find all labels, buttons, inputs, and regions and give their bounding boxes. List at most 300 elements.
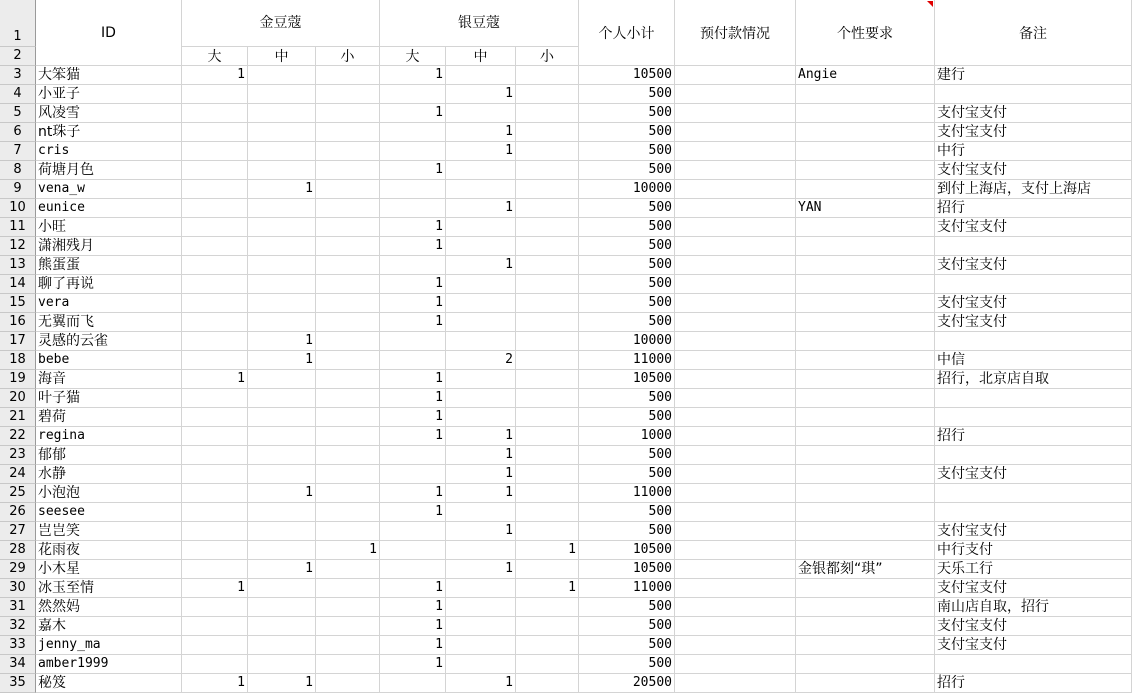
silver-large-cell[interactable] xyxy=(380,85,446,104)
id-cell[interactable]: 碧荷 xyxy=(36,408,182,427)
silver-large-cell[interactable]: 1 xyxy=(380,655,446,674)
gold-small-cell[interactable] xyxy=(316,199,380,218)
silver-large-cell[interactable]: 1 xyxy=(380,579,446,598)
id-cell[interactable]: 小泡泡 xyxy=(36,484,182,503)
prepay-cell[interactable] xyxy=(675,541,796,560)
id-cell[interactable]: vena_w xyxy=(36,180,182,199)
gold-large-cell[interactable] xyxy=(182,541,248,560)
subtotal-cell[interactable]: 10000 xyxy=(579,332,675,351)
silver-small-cell[interactable] xyxy=(516,465,579,484)
silver-medium-cell[interactable] xyxy=(446,617,516,636)
id-cell[interactable]: amber1999 xyxy=(36,655,182,674)
id-cell[interactable]: regina xyxy=(36,427,182,446)
gold-large-cell[interactable] xyxy=(182,427,248,446)
silver-small-cell[interactable] xyxy=(516,636,579,655)
silver-medium-cell[interactable] xyxy=(446,541,516,560)
gold-large-cell[interactable] xyxy=(182,294,248,313)
silver-large-cell[interactable]: 1 xyxy=(380,237,446,256)
gold-medium-cell[interactable]: 1 xyxy=(248,332,316,351)
note-cell[interactable] xyxy=(935,389,1132,408)
gold-medium-cell[interactable] xyxy=(248,522,316,541)
gold-medium-cell[interactable] xyxy=(248,370,316,389)
prepay-cell[interactable] xyxy=(675,199,796,218)
custom-cell[interactable]: 金银都刻“琪” xyxy=(796,560,935,579)
custom-cell[interactable] xyxy=(796,655,935,674)
note-cell[interactable]: 招行 xyxy=(935,427,1132,446)
note-cell[interactable] xyxy=(935,332,1132,351)
silver-large-cell[interactable] xyxy=(380,674,446,693)
gold-medium-cell[interactable]: 1 xyxy=(248,180,316,199)
custom-cell[interactable] xyxy=(796,408,935,427)
note-cell[interactable]: 支付宝支付 xyxy=(935,104,1132,123)
custom-cell[interactable] xyxy=(796,104,935,123)
gold-medium-cell[interactable] xyxy=(248,313,316,332)
gold-medium-cell[interactable] xyxy=(248,85,316,104)
silver-large-cell[interactable]: 1 xyxy=(380,484,446,503)
gold-large-cell[interactable] xyxy=(182,142,248,161)
gold-large-cell[interactable]: 1 xyxy=(182,579,248,598)
silver-small-cell[interactable] xyxy=(516,484,579,503)
silver-medium-cell[interactable] xyxy=(446,313,516,332)
note-cell[interactable] xyxy=(935,408,1132,427)
silver-medium-cell[interactable]: 1 xyxy=(446,427,516,446)
id-cell[interactable]: 无翼而飞 xyxy=(36,313,182,332)
gold-small-cell[interactable] xyxy=(316,123,380,142)
gold-large-cell[interactable] xyxy=(182,161,248,180)
subtotal-cell[interactable]: 10500 xyxy=(579,541,675,560)
gold-medium-cell[interactable]: 1 xyxy=(248,484,316,503)
gold-medium-cell[interactable]: 1 xyxy=(248,560,316,579)
id-cell[interactable]: 花雨夜 xyxy=(36,541,182,560)
subtotal-cell[interactable]: 500 xyxy=(579,85,675,104)
id-cell[interactable]: vera xyxy=(36,294,182,313)
prepay-cell[interactable] xyxy=(675,617,796,636)
custom-cell[interactable] xyxy=(796,427,935,446)
prepay-cell[interactable] xyxy=(675,104,796,123)
gold-large-cell[interactable] xyxy=(182,313,248,332)
prepay-cell[interactable] xyxy=(675,636,796,655)
silver-large-cell[interactable] xyxy=(380,332,446,351)
silver-large-cell[interactable] xyxy=(380,123,446,142)
id-cell[interactable]: 灵感的云雀 xyxy=(36,332,182,351)
gold-small-cell[interactable] xyxy=(316,161,380,180)
silver-small-cell[interactable] xyxy=(516,180,579,199)
id-cell[interactable]: 风凌雪 xyxy=(36,104,182,123)
silver-medium-cell[interactable] xyxy=(446,237,516,256)
custom-cell[interactable]: Angie xyxy=(796,66,935,85)
gold-large-cell[interactable] xyxy=(182,503,248,522)
gold-small-cell[interactable] xyxy=(316,218,380,237)
gold-large-cell[interactable] xyxy=(182,636,248,655)
note-cell[interactable]: 招行，北京店自取 xyxy=(935,370,1132,389)
silver-medium-cell[interactable]: 2 xyxy=(446,351,516,370)
gold-large-cell[interactable] xyxy=(182,484,248,503)
gold-small-cell[interactable] xyxy=(316,503,380,522)
custom-cell[interactable] xyxy=(796,503,935,522)
subtotal-cell[interactable]: 500 xyxy=(579,275,675,294)
gold-header-size-large[interactable]: 大 xyxy=(182,47,248,66)
gold-large-cell[interactable] xyxy=(182,123,248,142)
gold-small-cell[interactable] xyxy=(316,313,380,332)
silver-small-cell[interactable] xyxy=(516,104,579,123)
silver-header-size-large[interactable]: 大 xyxy=(380,47,446,66)
subtotal-cell[interactable]: 500 xyxy=(579,389,675,408)
prepay-cell[interactable] xyxy=(675,655,796,674)
custom-cell[interactable] xyxy=(796,332,935,351)
prepay-cell[interactable] xyxy=(675,237,796,256)
silver-medium-cell[interactable] xyxy=(446,598,516,617)
silver-small-cell[interactable] xyxy=(516,199,579,218)
id-cell[interactable]: 熊蛋蛋 xyxy=(36,256,182,275)
note-cell[interactable]: 支付宝支付 xyxy=(935,218,1132,237)
silver-large-cell[interactable]: 1 xyxy=(380,161,446,180)
silver-header-size-medium[interactable]: 中 xyxy=(446,47,516,66)
gold-small-cell[interactable] xyxy=(316,237,380,256)
silver-small-cell[interactable]: 1 xyxy=(516,541,579,560)
gold-medium-cell[interactable] xyxy=(248,579,316,598)
gold-small-cell[interactable] xyxy=(316,408,380,427)
silver-medium-cell[interactable]: 1 xyxy=(446,256,516,275)
gold-small-cell[interactable] xyxy=(316,427,380,446)
silver-small-cell[interactable] xyxy=(516,256,579,275)
silver-medium-cell[interactable] xyxy=(446,370,516,389)
silver-medium-cell[interactable]: 1 xyxy=(446,484,516,503)
gold-medium-cell[interactable] xyxy=(248,617,316,636)
custom-cell[interactable] xyxy=(796,351,935,370)
gold-large-cell[interactable] xyxy=(182,275,248,294)
gold-medium-cell[interactable] xyxy=(248,256,316,275)
gold-large-cell[interactable]: 1 xyxy=(182,674,248,693)
gold-small-cell[interactable] xyxy=(316,674,380,693)
gold-small-cell[interactable] xyxy=(316,332,380,351)
silver-medium-cell[interactable]: 1 xyxy=(446,522,516,541)
note-cell[interactable]: 建行 xyxy=(935,66,1132,85)
note-cell[interactable] xyxy=(935,484,1132,503)
note-cell[interactable]: 到付上海店，支付上海店 xyxy=(935,180,1132,199)
subtotal-cell[interactable]: 500 xyxy=(579,104,675,123)
silver-small-cell[interactable] xyxy=(516,142,579,161)
silver-small-cell[interactable] xyxy=(516,503,579,522)
subtotal-cell[interactable]: 10000 xyxy=(579,180,675,199)
header-note[interactable]: 备注 xyxy=(935,0,1132,66)
note-cell[interactable]: 南山店自取，招行 xyxy=(935,598,1132,617)
custom-cell[interactable] xyxy=(796,85,935,104)
custom-cell[interactable] xyxy=(796,218,935,237)
note-cell[interactable]: 支付宝支付 xyxy=(935,294,1132,313)
gold-small-cell[interactable]: 1 xyxy=(316,541,380,560)
gold-medium-cell[interactable]: 1 xyxy=(248,351,316,370)
header-prepay[interactable]: 预付款情况 xyxy=(675,0,796,66)
prepay-cell[interactable] xyxy=(675,123,796,142)
gold-medium-cell[interactable] xyxy=(248,636,316,655)
silver-small-cell[interactable] xyxy=(516,560,579,579)
id-cell[interactable]: 小木星 xyxy=(36,560,182,579)
gold-large-cell[interactable] xyxy=(182,256,248,275)
custom-cell[interactable] xyxy=(796,370,935,389)
note-cell[interactable] xyxy=(935,85,1132,104)
header-custom[interactable]: 个性要求 xyxy=(796,0,935,66)
subtotal-cell[interactable]: 500 xyxy=(579,256,675,275)
silver-large-cell[interactable]: 1 xyxy=(380,104,446,123)
id-cell[interactable]: cris xyxy=(36,142,182,161)
silver-small-cell[interactable] xyxy=(516,598,579,617)
prepay-cell[interactable] xyxy=(675,218,796,237)
subtotal-cell[interactable]: 500 xyxy=(579,636,675,655)
gold-large-cell[interactable] xyxy=(182,180,248,199)
note-cell[interactable] xyxy=(935,503,1132,522)
silver-medium-cell[interactable]: 1 xyxy=(446,446,516,465)
silver-small-cell[interactable] xyxy=(516,275,579,294)
silver-large-cell[interactable]: 1 xyxy=(380,370,446,389)
prepay-cell[interactable] xyxy=(675,598,796,617)
subtotal-cell[interactable]: 500 xyxy=(579,313,675,332)
gold-medium-cell[interactable] xyxy=(248,66,316,85)
prepay-cell[interactable] xyxy=(675,370,796,389)
silver-large-cell[interactable]: 1 xyxy=(380,408,446,427)
gold-medium-cell[interactable] xyxy=(248,199,316,218)
silver-large-cell[interactable]: 1 xyxy=(380,617,446,636)
gold-large-cell[interactable]: 1 xyxy=(182,66,248,85)
silver-large-cell[interactable] xyxy=(380,522,446,541)
gold-small-cell[interactable] xyxy=(316,617,380,636)
silver-small-cell[interactable] xyxy=(516,370,579,389)
note-cell[interactable]: 支付宝支付 xyxy=(935,123,1132,142)
silver-medium-cell[interactable] xyxy=(446,579,516,598)
silver-small-cell[interactable] xyxy=(516,161,579,180)
prepay-cell[interactable] xyxy=(675,256,796,275)
prepay-cell[interactable] xyxy=(675,66,796,85)
gold-small-cell[interactable] xyxy=(316,294,380,313)
silver-small-cell[interactable] xyxy=(516,351,579,370)
gold-large-cell[interactable] xyxy=(182,199,248,218)
prepay-cell[interactable] xyxy=(675,85,796,104)
prepay-cell[interactable] xyxy=(675,142,796,161)
silver-medium-cell[interactable] xyxy=(446,332,516,351)
subtotal-cell[interactable]: 500 xyxy=(579,294,675,313)
gold-medium-cell[interactable]: 1 xyxy=(248,674,316,693)
gold-header-size-small[interactable]: 小 xyxy=(316,47,380,66)
silver-small-cell[interactable] xyxy=(516,294,579,313)
silver-large-cell[interactable] xyxy=(380,142,446,161)
subtotal-cell[interactable]: 500 xyxy=(579,408,675,427)
subtotal-cell[interactable]: 500 xyxy=(579,218,675,237)
gold-small-cell[interactable] xyxy=(316,598,380,617)
silver-medium-cell[interactable] xyxy=(446,389,516,408)
custom-cell[interactable] xyxy=(796,142,935,161)
silver-large-cell[interactable]: 1 xyxy=(380,503,446,522)
id-cell[interactable]: jenny_ma xyxy=(36,636,182,655)
subtotal-cell[interactable]: 500 xyxy=(579,142,675,161)
gold-medium-cell[interactable] xyxy=(248,218,316,237)
gold-large-cell[interactable] xyxy=(182,351,248,370)
subtotal-cell[interactable]: 11000 xyxy=(579,484,675,503)
id-cell[interactable]: 聊了再说 xyxy=(36,275,182,294)
silver-small-cell[interactable] xyxy=(516,332,579,351)
gold-medium-cell[interactable] xyxy=(248,104,316,123)
subtotal-cell[interactable]: 500 xyxy=(579,503,675,522)
silver-large-cell[interactable] xyxy=(380,199,446,218)
subtotal-cell[interactable]: 1000 xyxy=(579,427,675,446)
silver-medium-cell[interactable]: 1 xyxy=(446,199,516,218)
custom-cell[interactable] xyxy=(796,275,935,294)
silver-small-cell[interactable] xyxy=(516,617,579,636)
subtotal-cell[interactable]: 500 xyxy=(579,522,675,541)
id-cell[interactable]: 郁郁 xyxy=(36,446,182,465)
note-cell[interactable]: 天乐工行 xyxy=(935,560,1132,579)
subtotal-cell[interactable]: 11000 xyxy=(579,351,675,370)
subtotal-cell[interactable]: 500 xyxy=(579,446,675,465)
silver-large-cell[interactable]: 1 xyxy=(380,598,446,617)
id-cell[interactable]: 岂岂笑 xyxy=(36,522,182,541)
prepay-cell[interactable] xyxy=(675,408,796,427)
custom-cell[interactable] xyxy=(796,294,935,313)
silver-small-cell[interactable] xyxy=(516,655,579,674)
note-cell[interactable]: 支付宝支付 xyxy=(935,465,1132,484)
silver-medium-cell[interactable] xyxy=(446,218,516,237)
silver-small-cell[interactable] xyxy=(516,408,579,427)
note-cell[interactable] xyxy=(935,655,1132,674)
silver-small-cell[interactable] xyxy=(516,522,579,541)
subtotal-cell[interactable]: 500 xyxy=(579,199,675,218)
prepay-cell[interactable] xyxy=(675,427,796,446)
gold-medium-cell[interactable] xyxy=(248,161,316,180)
header-gold[interactable]: 金豆蔻 xyxy=(182,0,380,47)
id-cell[interactable]: 大笨猫 xyxy=(36,66,182,85)
gold-small-cell[interactable] xyxy=(316,636,380,655)
gold-small-cell[interactable] xyxy=(316,142,380,161)
custom-cell[interactable] xyxy=(796,123,935,142)
silver-medium-cell[interactable] xyxy=(446,161,516,180)
gold-large-cell[interactable] xyxy=(182,408,248,427)
silver-medium-cell[interactable] xyxy=(446,408,516,427)
custom-cell[interactable] xyxy=(796,541,935,560)
note-cell[interactable]: 招行 xyxy=(935,674,1132,693)
silver-large-cell[interactable] xyxy=(380,560,446,579)
silver-small-cell[interactable] xyxy=(516,66,579,85)
prepay-cell[interactable] xyxy=(675,313,796,332)
custom-cell[interactable] xyxy=(796,617,935,636)
note-cell[interactable]: 支付宝支付 xyxy=(935,617,1132,636)
prepay-cell[interactable] xyxy=(675,180,796,199)
silver-large-cell[interactable] xyxy=(380,446,446,465)
subtotal-cell[interactable]: 500 xyxy=(579,237,675,256)
gold-medium-cell[interactable] xyxy=(248,465,316,484)
gold-small-cell[interactable] xyxy=(316,104,380,123)
gold-small-cell[interactable] xyxy=(316,446,380,465)
custom-cell[interactable] xyxy=(796,465,935,484)
silver-large-cell[interactable] xyxy=(380,351,446,370)
silver-large-cell[interactable]: 1 xyxy=(380,218,446,237)
silver-large-cell[interactable] xyxy=(380,541,446,560)
silver-small-cell[interactable] xyxy=(516,218,579,237)
gold-small-cell[interactable] xyxy=(316,655,380,674)
silver-medium-cell[interactable]: 1 xyxy=(446,465,516,484)
subtotal-cell[interactable]: 10500 xyxy=(579,370,675,389)
gold-large-cell[interactable]: 1 xyxy=(182,370,248,389)
note-cell[interactable]: 中信 xyxy=(935,351,1132,370)
gold-large-cell[interactable] xyxy=(182,560,248,579)
subtotal-cell[interactable]: 20500 xyxy=(579,674,675,693)
prepay-cell[interactable] xyxy=(675,351,796,370)
custom-cell[interactable] xyxy=(796,522,935,541)
custom-cell[interactable] xyxy=(796,484,935,503)
note-cell[interactable] xyxy=(935,237,1132,256)
gold-large-cell[interactable] xyxy=(182,332,248,351)
gold-medium-cell[interactable] xyxy=(248,389,316,408)
subtotal-cell[interactable]: 500 xyxy=(579,465,675,484)
gold-small-cell[interactable] xyxy=(316,522,380,541)
prepay-cell[interactable] xyxy=(675,522,796,541)
custom-cell[interactable] xyxy=(796,256,935,275)
silver-medium-cell[interactable]: 1 xyxy=(446,85,516,104)
note-cell[interactable]: 招行 xyxy=(935,199,1132,218)
gold-medium-cell[interactable] xyxy=(248,655,316,674)
prepay-cell[interactable] xyxy=(675,579,796,598)
gold-large-cell[interactable] xyxy=(182,465,248,484)
gold-medium-cell[interactable] xyxy=(248,142,316,161)
gold-large-cell[interactable] xyxy=(182,218,248,237)
prepay-cell[interactable] xyxy=(675,446,796,465)
gold-small-cell[interactable] xyxy=(316,370,380,389)
gold-large-cell[interactable] xyxy=(182,389,248,408)
note-cell[interactable]: 中行 xyxy=(935,142,1132,161)
note-cell[interactable]: 支付宝支付 xyxy=(935,636,1132,655)
note-cell[interactable]: 中行支付 xyxy=(935,541,1132,560)
id-cell[interactable]: 荷塘月色 xyxy=(36,161,182,180)
silver-large-cell[interactable]: 1 xyxy=(380,275,446,294)
gold-medium-cell[interactable] xyxy=(248,275,316,294)
prepay-cell[interactable] xyxy=(675,332,796,351)
silver-large-cell[interactable] xyxy=(380,180,446,199)
gold-medium-cell[interactable] xyxy=(248,294,316,313)
gold-small-cell[interactable] xyxy=(316,351,380,370)
prepay-cell[interactable] xyxy=(675,674,796,693)
gold-small-cell[interactable] xyxy=(316,66,380,85)
silver-medium-cell[interactable] xyxy=(446,503,516,522)
prepay-cell[interactable] xyxy=(675,294,796,313)
header-silver[interactable]: 银豆蔻 xyxy=(380,0,579,47)
gold-header-size-medium[interactable]: 中 xyxy=(248,47,316,66)
silver-large-cell[interactable]: 1 xyxy=(380,389,446,408)
gold-large-cell[interactable] xyxy=(182,522,248,541)
custom-cell[interactable] xyxy=(796,389,935,408)
subtotal-cell[interactable]: 10500 xyxy=(579,66,675,85)
silver-large-cell[interactable] xyxy=(380,465,446,484)
gold-medium-cell[interactable] xyxy=(248,123,316,142)
id-cell[interactable]: 小旺 xyxy=(36,218,182,237)
id-cell[interactable]: 然然妈 xyxy=(36,598,182,617)
custom-cell[interactable] xyxy=(796,446,935,465)
id-cell[interactable]: 海音 xyxy=(36,370,182,389)
silver-small-cell[interactable] xyxy=(516,237,579,256)
custom-cell[interactable] xyxy=(796,598,935,617)
note-cell[interactable]: 支付宝支付 xyxy=(935,313,1132,332)
silver-small-cell[interactable] xyxy=(516,85,579,104)
id-cell[interactable]: 秘笈 xyxy=(36,674,182,693)
silver-small-cell[interactable]: 1 xyxy=(516,579,579,598)
subtotal-cell[interactable]: 11000 xyxy=(579,579,675,598)
id-cell[interactable]: 小亚子 xyxy=(36,85,182,104)
prepay-cell[interactable] xyxy=(675,465,796,484)
custom-cell[interactable] xyxy=(796,636,935,655)
gold-medium-cell[interactable] xyxy=(248,408,316,427)
silver-large-cell[interactable]: 1 xyxy=(380,313,446,332)
gold-medium-cell[interactable] xyxy=(248,598,316,617)
silver-medium-cell[interactable] xyxy=(446,104,516,123)
header-subtotal[interactable]: 个人小计 xyxy=(579,0,675,66)
subtotal-cell[interactable]: 500 xyxy=(579,617,675,636)
gold-large-cell[interactable] xyxy=(182,104,248,123)
